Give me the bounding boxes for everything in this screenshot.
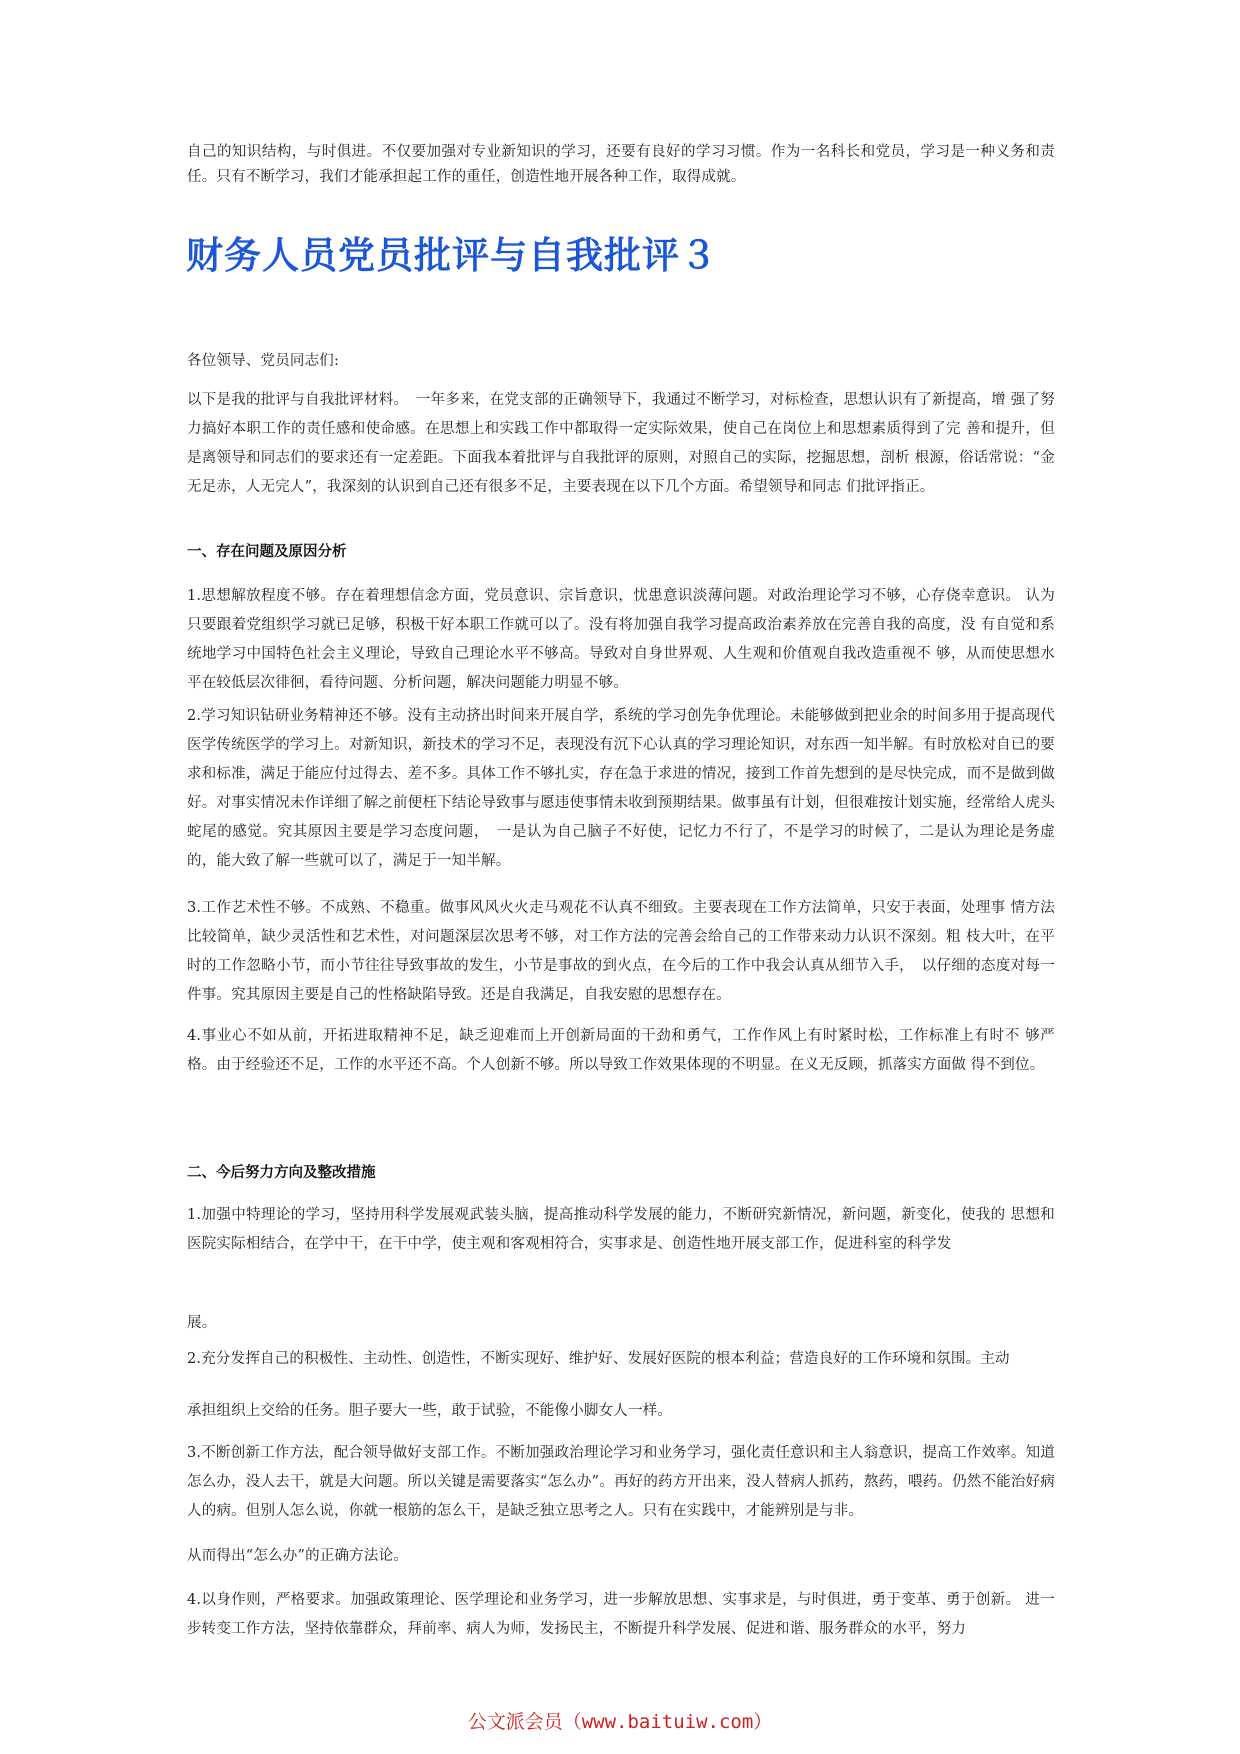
intro-paragraph: 自己的知识结构，与时俱进。不仅要加强对专业新知识的学习，还要有良好的学习习惯。作为一名科长和党员，学习是一种义务和责任。只有不断学习，我们才能承担起工作的重任，创造性地开展各种工作，取得成就。 — [187, 144, 1055, 185]
section-2-item-1: 1.加强中特理论的学习，坚持用科学发展观武装头脑，提高推动科学发展的能力，不断研究新情况，新问题，新变化，使我的 思想和医院实际相结合，在学中干，在干中学，使主观和客观相符合，实事求是、创造性地开展支部工作，促进科室的科学发 — [187, 1207, 1055, 1252]
footer-watermark: 公文派会员（www.baituiw.com） — [467, 1711, 773, 1733]
section-2-item-2: 2.充分发挥自己的积极性、主动性、创造性，不断实现好、维护好、发展好医院的根本利益；营造良好的工作环境和氛围。主动 — [187, 1351, 1010, 1367]
document-title: 财务人员党员批评与自我批评３ — [186, 234, 718, 277]
section-2-item-3: 3.不断创新工作方法，配合领导做好支部工作。不断加强政治理论学习和业务学习，强化责任意识和主人翁意识，提高工作效率。知道怎么办，没人去干，就是大问题。所以关键是需要落实“怎么办”。再好的药方开出来，没人替病人抓药，熬药，喂药。仍然不能治好病人的病。但别人怎么说，你就一根筋的怎么干，是缺乏独立思考之人。只有在实践中，才能辨别是与非。 — [187, 1445, 1055, 1519]
section-2-item-1-continued: 展。 — [187, 1315, 217, 1331]
section-1-item-3: 3.工作艺术性不够。不成熟、不稳重。做事风风火火走马观花不认真不细致。主要表现在工作方法简单，只安于表面，处理事 情方法比较简单，缺少灵活性和艺术性，对问题深层次思考不够，对工作方法的完善会给自己的工作带来动力认识不深刻。粗 枝大叶，在平时的工作忽略小节，而小节往往导致事故的发生，小节是事故的到火点，在今后的工作中我会认真从细节入手， 以仔细的态度对每一件事。究其原因主要是自己的性格缺陷导致。还是自我满足，自我安慰的思想存在。 — [187, 900, 1055, 1003]
opening-paragraph: 以下是我的批评与自我批评材料。 一年多来，在党支部的正确领导下，我通过不断学习，对标检查，思想认识有了新提高，增 强了努力搞好本职工作的责任感和使命感。在思想上和实践工作中都取得一定实际效果，使自己在岗位上和思想素质得到了完 善和提升，但是离领导和同志们的要求还有一定差距。下面我本着批评与自我批评的原则，对照自己的实际，挖掘思想，剖析 根源，俗话常说：“金无足赤，人无完人”，我深刻的认识到自己还有很多不足，主要表现在以下几个方面。希望领导和同志 们批评指正。 — [187, 392, 1055, 495]
section-2-item-2-continued: 承担组织上交给的任务。胆子要大一些，敢于试验，不能像小脚女人一样。 — [187, 1403, 673, 1419]
section-1-item-1: 1.思想解放程度不够。存在着理想信念方面，党员意识、宗旨意识，忧患意识淡薄问题。对政治理论学习不够，心存侥幸意识。 认为只要跟着党组织学习就已足够，积极干好本职工作就可以了。没有将加强自我学习提高政治素养放在完善自我的高度，没 有自觉和系统地学习中国特色社会主义理论，导致自己理论水平不够高。导致对自身世界观、人生观和价值观自我改造重视不 够，从而使思想水平在较低层次徘徊，看待问题、分析问题，解决问题能力明显不够。 — [187, 588, 1055, 691]
section-2-heading: 二、今后努力方向及整改措施 — [187, 1165, 376, 1181]
section-2-item-3-continued: 从而得出“怎么办”的正确方法论。 — [187, 1548, 409, 1564]
section-2-item-4: 4.以身作则，严格要求。加强政策理论、医学理论和业务学习，进一步解放思想、实事求是，与时俱进，勇于变革、勇于创新。 进一步转变工作方法，坚持依靠群众，拜前率、病人为师，发扬民主，不断提升科学发展、促进和谐、服务群众的水平，努力 — [187, 1592, 1055, 1637]
salutation: 各位领导、党员同志们: — [187, 353, 340, 369]
section-1-item-2: 2.学习知识钻研业务精神还不够。没有主动挤出时间来开展自学，系统的学习创先争优理论。未能够做到把业余的时间多用于提高现代医学传统医学的学习上。对新知识，新技术的学习不足，表现没有沉下心认真的学习理论知识，对东西一知半解。有时放松对自已的要求和标准，满足于能应付过得去、差不多。具体工作不够扎实，存在急于求进的情况，接到工作首先想到的是尽快完成，而不是做到做好。对事实情况未作详细了解之前便枉下结论导致事与愿违使事情未收到预期结果。做事虽有计划，但很难按计划实施，经常给人虎头蛇尾的感觉。究其原因主要是学习态度问题， 一是认为自己脑子不好使，记忆力不行了，不是学习的时候了，二是认为理论是务虚的，能大致了解一些就可以了，满足于一知半解。 — [187, 708, 1055, 869]
section-1-item-4: 4.事业心不如从前，开拓进取精神不足，缺乏迎难而上开创新局面的干劲和勇气，工作作风上有时紧时松，工作标准上有时不 够严格。由于经验还不足，工作的水平还不高。个人创新不够。所以导致工作效果体现的不明显。在义无反顾，抓落实方面做 得不到位。 — [187, 1028, 1055, 1073]
section-1-heading: 一、存在问题及原因分析 — [187, 544, 347, 560]
